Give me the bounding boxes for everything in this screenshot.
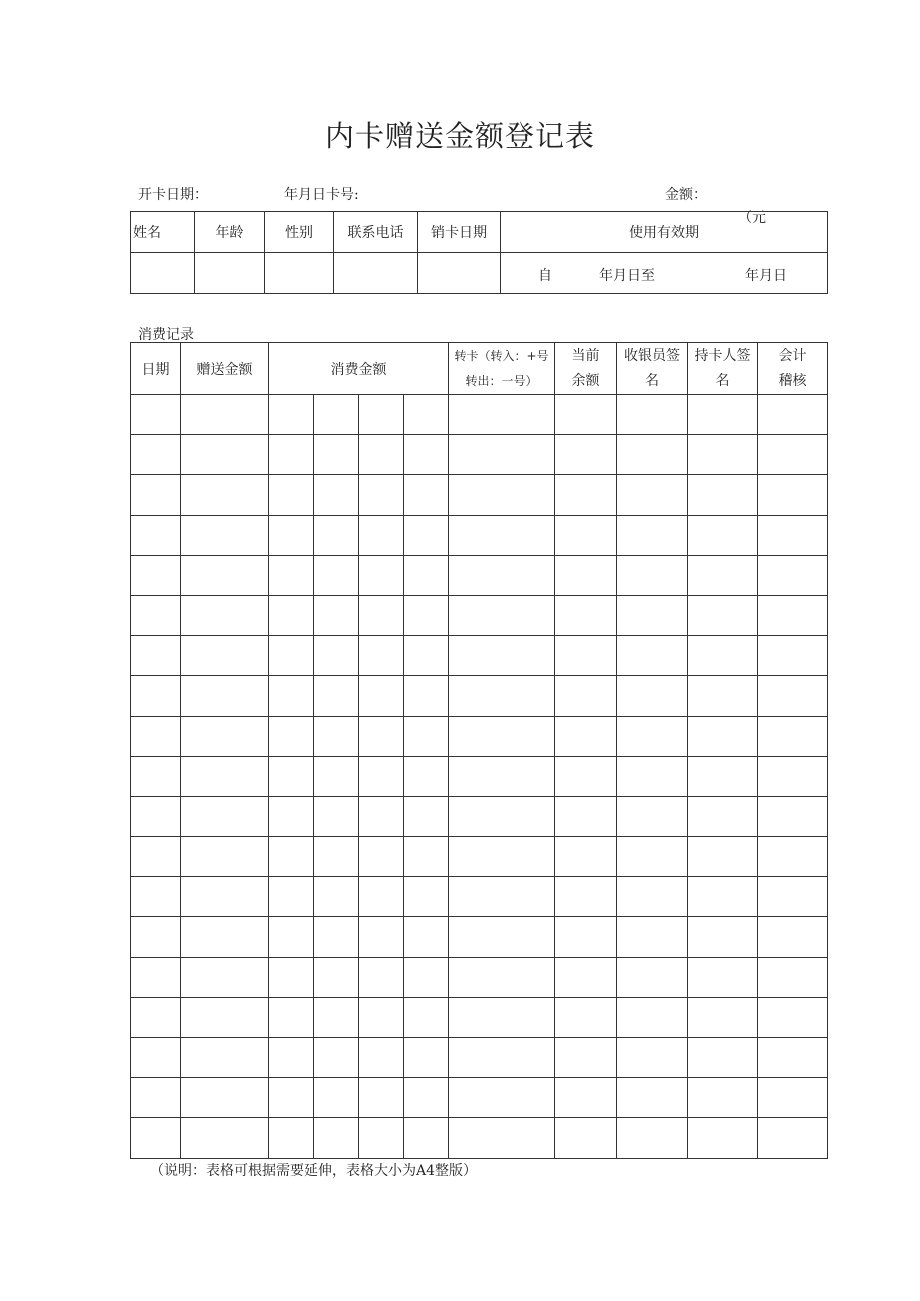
- record-cell[interactable]: [555, 1118, 617, 1158]
- record-cell[interactable]: [359, 877, 404, 917]
- record-cell[interactable]: [449, 555, 555, 595]
- record-cell[interactable]: [314, 515, 359, 555]
- holder-line-1: 持卡人签: [694, 347, 751, 364]
- record-cell[interactable]: [181, 1078, 269, 1118]
- record-cell[interactable]: [758, 435, 828, 475]
- record-cell[interactable]: [617, 595, 688, 635]
- record-cell[interactable]: [131, 475, 181, 515]
- record-cell[interactable]: [404, 676, 449, 716]
- balance-line-2: 余额: [571, 372, 600, 389]
- record-cell[interactable]: [314, 595, 359, 635]
- record-cell[interactable]: [449, 435, 555, 475]
- record-cell[interactable]: [269, 555, 314, 595]
- record-cell[interactable]: [131, 756, 181, 796]
- record-cell[interactable]: [314, 837, 359, 877]
- record-cell[interactable]: [131, 997, 181, 1037]
- record-cell[interactable]: [758, 676, 828, 716]
- record-cell[interactable]: [449, 515, 555, 555]
- header-validity: 使用有效期: [501, 212, 828, 253]
- record-cell[interactable]: [758, 877, 828, 917]
- record-cell[interactable]: [617, 917, 688, 957]
- record-cell[interactable]: [555, 595, 617, 635]
- record-cell[interactable]: [617, 997, 688, 1037]
- record-cell[interactable]: [555, 555, 617, 595]
- record-cell[interactable]: [314, 1118, 359, 1158]
- record-cell[interactable]: [359, 636, 404, 676]
- record-cell[interactable]: [688, 1118, 758, 1158]
- phone-cell[interactable]: [334, 253, 418, 294]
- record-row: [131, 877, 828, 917]
- record-cell[interactable]: [555, 636, 617, 676]
- record-cell[interactable]: [758, 796, 828, 836]
- record-cell[interactable]: [617, 676, 688, 716]
- cashier-line-2: 名: [645, 372, 659, 389]
- record-cell[interactable]: [617, 957, 688, 997]
- record-cell[interactable]: [269, 756, 314, 796]
- consumption-records-table: [130, 342, 828, 1159]
- record-cell[interactable]: [617, 756, 688, 796]
- record-cell[interactable]: [404, 636, 449, 676]
- record-cell[interactable]: [688, 395, 758, 435]
- record-cell[interactable]: [617, 1118, 688, 1158]
- record-cell[interactable]: [758, 997, 828, 1037]
- record-cell[interactable]: [269, 435, 314, 475]
- record-cell[interactable]: [131, 1118, 181, 1158]
- record-cell[interactable]: [131, 917, 181, 957]
- header-phone: 联系电话: [334, 212, 418, 253]
- header-name: 姓名: [131, 212, 195, 253]
- record-cell[interactable]: [449, 756, 555, 796]
- record-row: [131, 796, 828, 836]
- record-row: [131, 957, 828, 997]
- record-cell[interactable]: [449, 1078, 555, 1118]
- record-cell[interactable]: [269, 837, 314, 877]
- cashier-line-1: 收银员签: [624, 347, 680, 364]
- record-cell[interactable]: [131, 636, 181, 676]
- record-cell[interactable]: [688, 676, 758, 716]
- record-cell[interactable]: [758, 957, 828, 997]
- open-date-label: 开卡日期：: [138, 187, 208, 203]
- record-cell[interactable]: [131, 837, 181, 877]
- record-cell[interactable]: [131, 395, 181, 435]
- record-cell[interactable]: [758, 555, 828, 595]
- record-cell[interactable]: [449, 636, 555, 676]
- header-gift-amount: 赠送金额: [181, 343, 269, 395]
- record-cell[interactable]: [555, 917, 617, 957]
- record-cell[interactable]: [404, 997, 449, 1037]
- record-cell[interactable]: [758, 837, 828, 877]
- record-cell[interactable]: [404, 837, 449, 877]
- record-cell[interactable]: [269, 1038, 314, 1078]
- record-cell[interactable]: [314, 435, 359, 475]
- record-cell[interactable]: [555, 837, 617, 877]
- record-cell[interactable]: [688, 877, 758, 917]
- record-cell[interactable]: [131, 877, 181, 917]
- record-cell[interactable]: [449, 917, 555, 957]
- record-cell[interactable]: [131, 435, 181, 475]
- record-cell[interactable]: [131, 796, 181, 836]
- record-cell[interactable]: [449, 837, 555, 877]
- record-row: [131, 917, 828, 957]
- record-cell[interactable]: [314, 676, 359, 716]
- record-cell[interactable]: [314, 395, 359, 435]
- record-cell[interactable]: [758, 1118, 828, 1158]
- record-cell[interactable]: [688, 756, 758, 796]
- record-cell[interactable]: [555, 1038, 617, 1078]
- record-cell[interactable]: [688, 716, 758, 756]
- record-cell[interactable]: [181, 796, 269, 836]
- record-row: [131, 395, 828, 435]
- record-cell[interactable]: [314, 997, 359, 1037]
- record-cell[interactable]: [181, 555, 269, 595]
- record-row: [131, 837, 828, 877]
- record-cell[interactable]: [131, 595, 181, 635]
- record-cell[interactable]: [404, 555, 449, 595]
- record-cell[interactable]: [758, 595, 828, 635]
- record-cell[interactable]: [555, 877, 617, 917]
- record-cell[interactable]: [758, 475, 828, 515]
- header-transfer: [449, 343, 555, 395]
- record-cell[interactable]: [617, 475, 688, 515]
- record-row: [131, 636, 828, 676]
- page-title: 内卡赠送金额登记表: [324, 119, 595, 153]
- record-cell[interactable]: [181, 1118, 269, 1158]
- record-cell[interactable]: [359, 716, 404, 756]
- record-cell[interactable]: [131, 515, 181, 555]
- record-cell[interactable]: [181, 756, 269, 796]
- record-cell[interactable]: [131, 555, 181, 595]
- record-cell[interactable]: [688, 837, 758, 877]
- record-cell[interactable]: [359, 796, 404, 836]
- record-cell[interactable]: [617, 555, 688, 595]
- record-cell[interactable]: [617, 435, 688, 475]
- record-cell[interactable]: [404, 1078, 449, 1118]
- record-cell[interactable]: [269, 475, 314, 515]
- record-cell[interactable]: [269, 395, 314, 435]
- record-cell[interactable]: [181, 636, 269, 676]
- record-cell[interactable]: [314, 636, 359, 676]
- record-cell[interactable]: [404, 515, 449, 555]
- record-cell[interactable]: [449, 997, 555, 1037]
- record-cell[interactable]: [617, 1078, 688, 1118]
- card-number-label: 年月日卡号:: [284, 187, 359, 203]
- record-row: [131, 515, 828, 555]
- record-cell[interactable]: [404, 1118, 449, 1158]
- record-cell[interactable]: [617, 796, 688, 836]
- record-cell[interactable]: [449, 475, 555, 515]
- record-row: [131, 1118, 828, 1158]
- cardholder-info-table: [130, 211, 828, 294]
- validity-end-label: 年月日: [745, 268, 787, 284]
- record-rows: [131, 395, 828, 1159]
- record-cell[interactable]: [555, 475, 617, 515]
- record-cell[interactable]: [688, 957, 758, 997]
- record-cell[interactable]: [131, 1038, 181, 1078]
- record-cell[interactable]: [555, 435, 617, 475]
- record-cell[interactable]: [449, 957, 555, 997]
- record-cell[interactable]: [269, 1078, 314, 1118]
- record-cell[interactable]: [314, 716, 359, 756]
- record-row: [131, 555, 828, 595]
- record-cell[interactable]: [359, 395, 404, 435]
- record-cell[interactable]: [181, 475, 269, 515]
- header-age: 年龄: [195, 212, 265, 253]
- record-cell[interactable]: [359, 435, 404, 475]
- record-cell[interactable]: [269, 595, 314, 635]
- record-cell[interactable]: [181, 1038, 269, 1078]
- record-cell[interactable]: [688, 1038, 758, 1078]
- record-cell[interactable]: [758, 716, 828, 756]
- record-cell[interactable]: [181, 837, 269, 877]
- record-cell[interactable]: [314, 555, 359, 595]
- record-cell[interactable]: [314, 917, 359, 957]
- record-cell[interactable]: [555, 957, 617, 997]
- record-cell[interactable]: [758, 1078, 828, 1118]
- record-cell[interactable]: [404, 1038, 449, 1078]
- record-cell[interactable]: [555, 1078, 617, 1118]
- header-date: 日期: [131, 343, 181, 395]
- age-cell[interactable]: [195, 253, 265, 294]
- header-gender: 性别: [265, 212, 334, 253]
- record-cell[interactable]: [758, 515, 828, 555]
- record-cell[interactable]: [131, 1078, 181, 1118]
- record-row: [131, 756, 828, 796]
- record-cell[interactable]: [359, 555, 404, 595]
- record-cell[interactable]: [617, 716, 688, 756]
- amount-label: 金额：: [665, 187, 707, 203]
- record-cell[interactable]: [555, 997, 617, 1037]
- balance-line-1: 当前: [571, 347, 600, 364]
- validity-mid-label: 年月日至: [599, 268, 655, 284]
- record-cell[interactable]: [131, 957, 181, 997]
- record-cell[interactable]: [269, 917, 314, 957]
- record-cell[interactable]: [617, 1038, 688, 1078]
- record-cell[interactable]: [359, 1078, 404, 1118]
- record-cell[interactable]: [314, 1078, 359, 1118]
- record-cell[interactable]: [449, 676, 555, 716]
- record-cell[interactable]: [404, 796, 449, 836]
- record-cell[interactable]: [688, 636, 758, 676]
- record-cell[interactable]: [269, 796, 314, 836]
- record-cell[interactable]: [314, 475, 359, 515]
- record-cell[interactable]: [181, 997, 269, 1037]
- record-cell[interactable]: [555, 796, 617, 836]
- record-cell[interactable]: [359, 1118, 404, 1158]
- record-cell[interactable]: [359, 997, 404, 1037]
- record-row: [131, 435, 828, 475]
- record-cell[interactable]: [404, 957, 449, 997]
- record-cell[interactable]: [269, 636, 314, 676]
- record-cell[interactable]: [758, 756, 828, 796]
- record-cell[interactable]: [359, 756, 404, 796]
- record-cell[interactable]: [688, 997, 758, 1037]
- record-cell[interactable]: [314, 1038, 359, 1078]
- record-cell[interactable]: [181, 435, 269, 475]
- record-cell[interactable]: [758, 917, 828, 957]
- record-cell[interactable]: [181, 877, 269, 917]
- record-cell[interactable]: [131, 676, 181, 716]
- transfer-line-2: 转出：一号）: [465, 373, 538, 388]
- record-cell[interactable]: [404, 716, 449, 756]
- record-cell[interactable]: [688, 595, 758, 635]
- record-row: [131, 595, 828, 635]
- header-holder-signature: [688, 343, 758, 395]
- record-cell[interactable]: [269, 676, 314, 716]
- record-row: [131, 1078, 828, 1118]
- record-row: [131, 676, 828, 716]
- record-row: [131, 997, 828, 1037]
- record-cell[interactable]: [181, 957, 269, 997]
- record-cell[interactable]: [758, 1038, 828, 1078]
- record-row: [131, 716, 828, 756]
- header-audit: [758, 343, 828, 395]
- audit-line-2: 稽核: [778, 372, 807, 389]
- record-cell[interactable]: [688, 435, 758, 475]
- record-cell[interactable]: [359, 1038, 404, 1078]
- record-cell[interactable]: [269, 957, 314, 997]
- record-cell[interactable]: [404, 595, 449, 635]
- record-cell[interactable]: [555, 676, 617, 716]
- record-cell[interactable]: [449, 595, 555, 635]
- record-cell[interactable]: [555, 756, 617, 796]
- record-cell[interactable]: [617, 877, 688, 917]
- record-cell[interactable]: [758, 636, 828, 676]
- record-cell[interactable]: [181, 676, 269, 716]
- record-cell[interactable]: [359, 837, 404, 877]
- header-cashier-signature: [617, 343, 688, 395]
- record-cell[interactable]: [314, 796, 359, 836]
- record-cell[interactable]: [269, 877, 314, 917]
- validity-from-label: 自: [538, 268, 552, 284]
- record-cell[interactable]: [449, 1038, 555, 1078]
- audit-line-1: 会计: [778, 347, 807, 364]
- record-cell[interactable]: [314, 756, 359, 796]
- record-cell[interactable]: [269, 1118, 314, 1158]
- holder-line-2: 名: [715, 372, 730, 389]
- record-cell[interactable]: [758, 395, 828, 435]
- header-cancel-date: 销卡日期: [418, 212, 501, 253]
- record-cell[interactable]: [449, 1118, 555, 1158]
- record-cell[interactable]: [555, 515, 617, 555]
- record-cell[interactable]: [688, 1078, 758, 1118]
- record-cell[interactable]: [269, 997, 314, 1037]
- record-cell[interactable]: [131, 716, 181, 756]
- footnote: （说明：表格可根据需要延伸，表格大小为A4整版）: [150, 1163, 478, 1179]
- record-cell[interactable]: [617, 395, 688, 435]
- record-cell[interactable]: [181, 917, 269, 957]
- record-cell[interactable]: [617, 636, 688, 676]
- record-cell[interactable]: [359, 595, 404, 635]
- record-cell[interactable]: [617, 837, 688, 877]
- transfer-line-1: 转卡（转入：+号: [454, 348, 549, 363]
- header-consumption-amount: 消费金额: [269, 343, 449, 395]
- unit-label: （元: [738, 210, 766, 226]
- record-cell[interactable]: [555, 395, 617, 435]
- cancel-date-cell[interactable]: [418, 253, 501, 294]
- record-cell[interactable]: [359, 475, 404, 515]
- gender-cell[interactable]: [265, 253, 334, 294]
- record-cell[interactable]: [449, 395, 555, 435]
- validity-cell[interactable]: [501, 253, 828, 294]
- record-cell[interactable]: [314, 957, 359, 997]
- record-cell[interactable]: [449, 796, 555, 836]
- record-cell[interactable]: [404, 395, 449, 435]
- record-cell[interactable]: [688, 515, 758, 555]
- record-cell[interactable]: [181, 595, 269, 635]
- record-cell[interactable]: [269, 515, 314, 555]
- record-cell[interactable]: [181, 515, 269, 555]
- record-cell[interactable]: [404, 435, 449, 475]
- record-cell[interactable]: [269, 716, 314, 756]
- record-cell[interactable]: [688, 475, 758, 515]
- record-row: [131, 1038, 828, 1078]
- record-row: [131, 475, 828, 515]
- name-cell[interactable]: [131, 253, 195, 294]
- record-cell[interactable]: [181, 716, 269, 756]
- record-cell[interactable]: [359, 676, 404, 716]
- record-cell[interactable]: [404, 756, 449, 796]
- record-cell[interactable]: [404, 917, 449, 957]
- record-cell[interactable]: [359, 917, 404, 957]
- record-cell[interactable]: [688, 796, 758, 836]
- record-cell[interactable]: [449, 877, 555, 917]
- record-cell[interactable]: [404, 877, 449, 917]
- record-cell[interactable]: [617, 515, 688, 555]
- record-cell[interactable]: [404, 475, 449, 515]
- record-cell[interactable]: [314, 877, 359, 917]
- record-cell[interactable]: [688, 555, 758, 595]
- record-cell[interactable]: [181, 395, 269, 435]
- record-cell[interactable]: [359, 515, 404, 555]
- record-cell[interactable]: [359, 957, 404, 997]
- record-cell[interactable]: [449, 716, 555, 756]
- record-cell[interactable]: [555, 716, 617, 756]
- header-balance: [555, 343, 617, 395]
- record-cell[interactable]: [688, 917, 758, 957]
- records-section-label: 消费记录: [138, 327, 194, 343]
